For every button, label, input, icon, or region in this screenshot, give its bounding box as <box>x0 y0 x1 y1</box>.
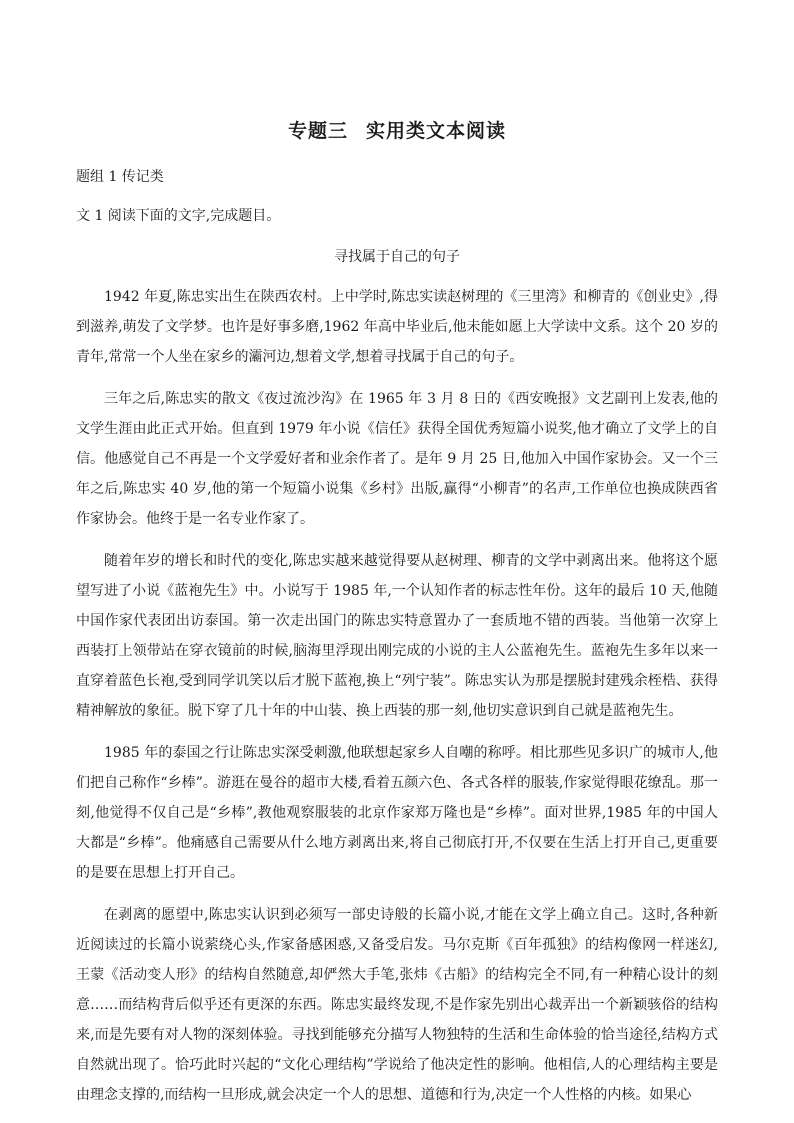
page-title <box>0 116 794 143</box>
paragraph-2: 三年之后,陈忠实的散文《夜过流沙沟》在 1965 年 3 月 8 日的《西安晚报》文艺副刊上发表,他的文学生涯由此正式开始。但直到 1979 年小说《信任》获得全国优秀短篇小说奖,他才确立了文学上的自信。他感觉自己不再是一个文学爱好者和业余作者了。是年 9 月 25 日,他加入中国作家协会。又一个三年之后,陈忠实 40 岁,他的第一个短篇小说集《乡村》出版,赢得“小柳青”的名声,工作单位也换成陕西省作家协会。他终于是一名专业作家了。 <box>76 391 718 527</box>
article-title: 寻找属于自己的句子 <box>334 249 460 265</box>
paragraph-4: 1985 年的泰国之行让陈忠实深受刺激,他联想起家乡人自嘲的称呼。相比那些见多识广的城市人,他们把自己称作“乡棒”。游逛在曼谷的超市大楼,看着五颜六色、各式各样的服装,作家觉得眼花缭乱。那一刻,他觉得不仅自己是“乡棒”,教他观察服装的北京作家郑万隆也是“乡棒”。面对世界,1985 年的中国人大都是“乡棒”。他痛感自己需要从什么地方剥离出来,将自己彻底打开,不仅要在生活上打开自己,更重要的是要在思想上打开自己。 <box>76 745 718 881</box>
group-label: 题组 1 传记类 <box>76 169 164 185</box>
paragraph-1: 1942 年夏,陈忠实出生在陕西农村。上中学时,陈忠实读赵树理的《三里湾》和柳青的《创业史》,得到滋养,萌发了文学梦。也许是好事多磨,1962 年高中毕业后,他未能如愿上大学读中文系。这个 20 岁的青年,常常一个人坐在家乡的灞河边,想着文学,想着寻找属于自己的句子。 <box>76 289 718 365</box>
title-part-1: 专题三 <box>287 120 348 142</box>
paragraph-3: 随着年岁的增长和时代的变化,陈忠实越来越觉得要从赵树理、柳青的文学中剥离出来。他将这个愿望写进了小说《蓝袍先生》中。小说写于 1985 年,一个认知作者的标志性年份。这年的最后 10 天,他随中国作家代表团出访泰国。第一次走出国门的陈忠实特意置办了一套质地不错的西装。当他第一次穿上西装打上领带站在穿衣镜前的时候,脑海里浮现出刚完成的小说的主人公蓝袍先生。蓝袍先生多年以来一直穿着蓝色长袍,受到同学讥笑以后才脱下蓝袍,换上“列宁装”。陈忠实认为那是摆脱封建残余桎梏、获得精神解放的象征。脱下穿了几十年的中山装、换上西装的那一刻,他切实意识到自己就是蓝袍先生。 <box>76 553 718 719</box>
instruction-text: 文 1 阅读下面的文字,完成题目。 <box>76 208 281 224</box>
article-body <box>76 282 718 1122</box>
paragraph-5: 在剥离的愿望中,陈忠实认识到必须写一部史诗般的长篇小说,才能在文学上确立自己。这时,各种新近阅读过的长篇小说萦绕心头,作家备感困惑,又备受启发。马尔克斯《百年孤独》的结构像网一样迷幻,王蒙《活动变人形》的结构自然随意,却俨然大手笔,张炜《古船》的结构完全不同,有一种精心设计的刻意……而结构背后似乎还有更深的东西。陈忠实最终发现,不是作家先别出心裁弄出一个新颖骇俗的结构来,而是先要有对人物的深刻体验。寻找到能够充分描写人物独特的生活和生命体验的恰当途径,结构方式自然就出现了。恰巧此时兴起的“文化心理结构”学说给了他决定性的影响。他相信,人的心理结构主要是由理念支撑的,而结构一旦形成,就会决定一个人的思想、道德和行为,决定一个人性格的内核。如果心 <box>76 907 718 1103</box>
title-part-2: 实用类文本阅读 <box>366 120 507 142</box>
